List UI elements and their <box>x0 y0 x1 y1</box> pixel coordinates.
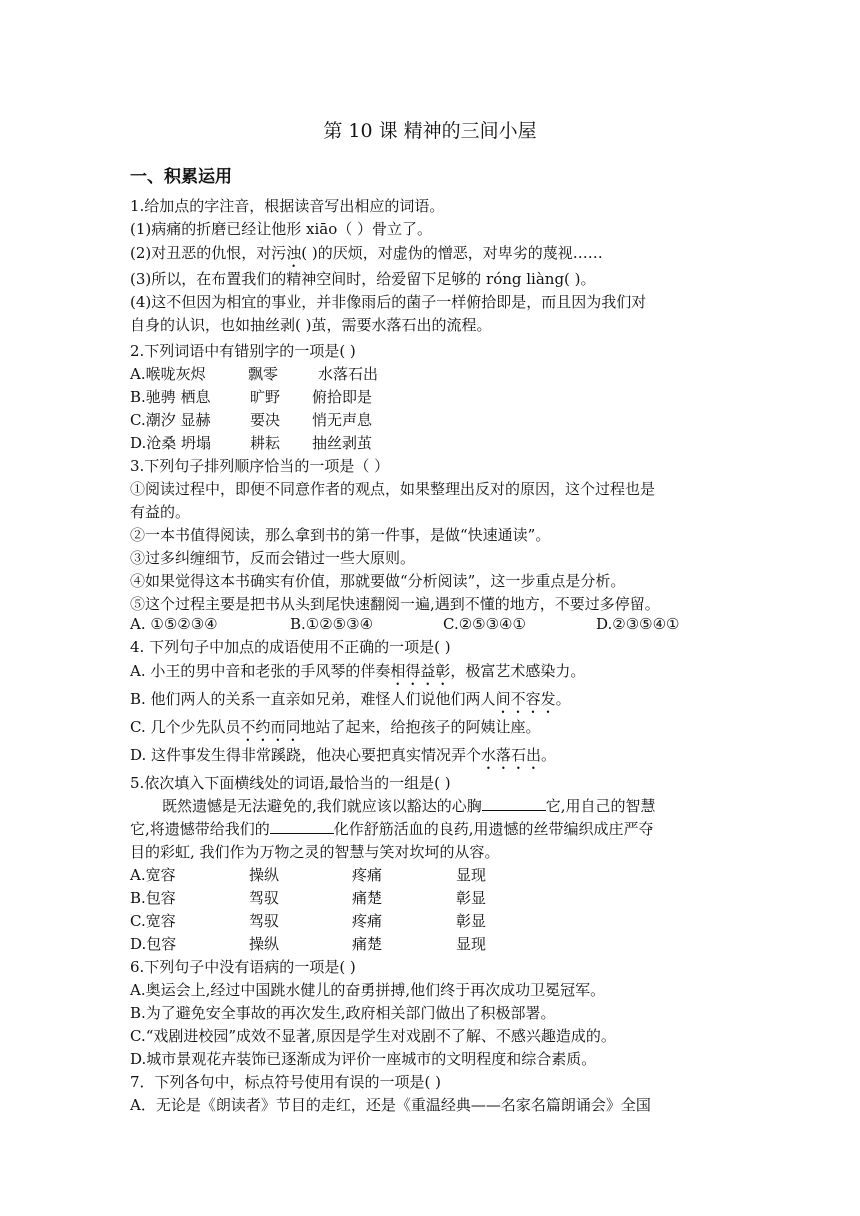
q2-optB-2: 旷野 <box>250 388 281 406</box>
q3-l1: ①阅读过程中，即便不同意作者的观点，如果整理出反对的原因，这个过程也是 <box>130 480 656 498</box>
q5-optB-3: 痛楚 <box>352 889 383 907</box>
q2-optD-3: 抽丝剥茧 <box>312 434 373 452</box>
q4-C-text1: C. 几个少先队员 <box>130 718 241 736</box>
q2-optB-1: B.驰骋 栖息 <box>130 388 211 406</box>
q5-blank-2 <box>270 819 334 834</box>
q3-l3: ②一本书值得阅读，那么拿到书的第一件事，是做“快速通读”。 <box>130 526 551 544</box>
q3-optC: C.②⑤③④① <box>443 615 526 633</box>
q1-s2b: ( )的厌烦，对虚伪的憎恶，对卑劣的蔑视…… <box>301 244 603 262</box>
q7-stem: 7．下列各句中，标点符号使用有误的一项是( ) <box>130 1073 442 1091</box>
q1-s4b1: 自身的认识，也如抽丝剥 <box>130 316 296 334</box>
q3-l4: ③过多纠缠细节，反而会错过一些大原则。 <box>130 549 416 567</box>
q5-optC-1: C.宽容 <box>130 912 176 930</box>
q3-l6: ⑤这个过程主要是把书从头到尾快速翻阅一遍,遇到不懂的地方，不要过多停留。 <box>130 595 660 613</box>
q1-s2-dotted: 浊 <box>286 244 302 262</box>
q5-optD-1: D.包容 <box>130 935 177 953</box>
q5-blank-1 <box>482 796 546 811</box>
page-title: 第 10 课 精神的三间小屋 <box>323 120 537 142</box>
q4-optC <box>130 716 541 745</box>
q5-optB-2: 驾驭 <box>249 889 280 907</box>
q7-optA: A．无论是《朗读者》节目的走红，还是《重温经典——名家名篇朗诵会》全国 <box>130 1096 651 1114</box>
q5-optD-3: 痛楚 <box>352 935 383 953</box>
q1-s2a: (2)对丑恶的仇恨，对污 <box>130 244 287 262</box>
q5-p2 <box>130 818 654 840</box>
q3-l5: ④如果觉得这本书确实有价值，那就要做“分析阅读”，这一步重点是分析。 <box>130 572 626 590</box>
q5-optA-1: A.宽容 <box>130 866 176 884</box>
q5-optA-3: 疼痛 <box>352 866 383 884</box>
q5-optC-2: 驾驭 <box>249 912 280 930</box>
q3-l2: 有益的。 <box>130 503 191 521</box>
q5-p3: 目的彩虹, 我们作为万物之灵的智慧与笑对坎坷的从容。 <box>130 843 500 861</box>
section-heading: 一、积累运用 <box>130 167 232 187</box>
q4-stem: 4. 下列句子中加点的成语使用不正确的一项是( ) <box>130 638 451 656</box>
q4-A-text1: A. 小王的男中音和老张的手风琴的伴奏 <box>130 662 391 680</box>
q2-optA-3: 水落石出 <box>318 365 379 383</box>
q4-optA <box>130 660 585 689</box>
q1-s2 <box>130 242 603 271</box>
q6-optB: B.为了避免安全事故的再次发生,政府相关部门做出了积极部署。 <box>130 1004 556 1022</box>
q2-optC-3: 悄无声息 <box>312 411 373 429</box>
q5-optB-1: B.包容 <box>130 889 176 907</box>
q4-B-text2: 。 <box>555 690 571 708</box>
q4-optB <box>130 688 571 717</box>
q2-optC-1: C.潮汐 显赫 <box>130 411 211 429</box>
q5-p1b: 它,用自己的智慧 <box>545 797 656 815</box>
q2-optA-2: 飘零 <box>248 365 279 383</box>
q1-s4b2: ( )茧，需要水落石出的流程。 <box>295 316 492 334</box>
q4-A-text2: ，极富艺术感染力。 <box>450 662 586 680</box>
q4-B-idiom: 间不容发 <box>495 690 556 708</box>
q1-s4b <box>130 314 492 336</box>
q2-optD-2: 耕耘 <box>250 434 281 452</box>
q2-optC-2: 要决 <box>250 411 281 429</box>
q2-optB-3: 俯拾即是 <box>312 388 373 406</box>
q4-optD <box>130 744 556 773</box>
q6-stem: 6.下列句子中没有语病的一项是( ) <box>130 958 356 976</box>
q3-optB: B.①②⑤③④ <box>290 615 374 633</box>
q5-optC-3: 疼痛 <box>352 912 383 930</box>
q5-p2a: 它,将遗憾带给我们的 <box>130 820 270 838</box>
q1-stem: 1.给加点的字注音，根据读音写出相应的词语。 <box>130 197 445 215</box>
q5-optA-4: 显现 <box>456 866 487 884</box>
q5-optD-2: 操纵 <box>249 935 280 953</box>
q5-optD-4: 显现 <box>456 935 487 953</box>
q5-optB-4: 彰显 <box>456 889 487 907</box>
q6-optA: A.奥运会上,经过中国跳水健儿的奋勇拼搏,他们终于再次成功卫冕冠军。 <box>130 981 606 999</box>
q1-s4a: (4)这不但因为相宜的事业，并非像雨后的菌子一样俯拾即是，而且因为我们对 <box>130 293 647 311</box>
q1-s3: (3)所以，在布置我们的精神空间时，给爱留下足够的 róng liàng( )。 <box>130 270 596 288</box>
q5-optC-4: 彰显 <box>456 912 487 930</box>
q4-D-text2: 。 <box>541 746 557 764</box>
q4-C-idiom: 不约而同 <box>240 718 301 736</box>
q2-stem: 2.下列词语中有错别字的一项是( ) <box>130 342 356 360</box>
q5-p1 <box>162 795 656 817</box>
q5-stem: 5.依次填入下面横线处的词语,最恰当的一组是( ) <box>130 774 451 792</box>
q5-p1a: 既然遗憾是无法避免的,我们就应该以豁达的心胸 <box>162 797 482 815</box>
q4-C-text2: 地站了起来，给抱孩子的阿姨让座。 <box>300 718 541 736</box>
q2-optA-1: A.喉咙灰烬 <box>130 365 206 383</box>
q5-optA-2: 操纵 <box>249 866 280 884</box>
q4-D-text1: D. 这件事发生得非常蹊跷，他决心要把真实情况弄个 <box>130 746 482 764</box>
q3-optA: A. ①⑤②③④ <box>130 615 218 633</box>
q3-optD: D.②③⑤④① <box>596 615 680 633</box>
q6-optD: D.城市景观花卉装饰已逐渐成为评价一座城市的文明程度和综合素质。 <box>130 1050 597 1068</box>
q4-B-text1: B. 他们两人的关系一直亲如兄弟，难怪人们说他们两人 <box>130 690 496 708</box>
q3-stem: 3.下列句子排列顺序恰当的一项是（ ） <box>130 457 390 475</box>
q5-p2b: 化作舒筋活血的良药,用遗憾的丝带编织成庄严夺 <box>333 820 654 838</box>
q6-optC: C.“戏剧进校园”成效不显著,原因是学生对戏剧不了解、不感兴趣造成的。 <box>130 1027 616 1045</box>
q1-s1: (1)病痛的折磨已经让他形 xiāo（ ）骨立了。 <box>130 220 433 238</box>
q2-optD-1: D.沧桑 坍塌 <box>130 434 212 452</box>
q4-D-idiom: 水落石出 <box>481 746 542 764</box>
q4-A-idiom: 相得益彰 <box>390 662 451 680</box>
